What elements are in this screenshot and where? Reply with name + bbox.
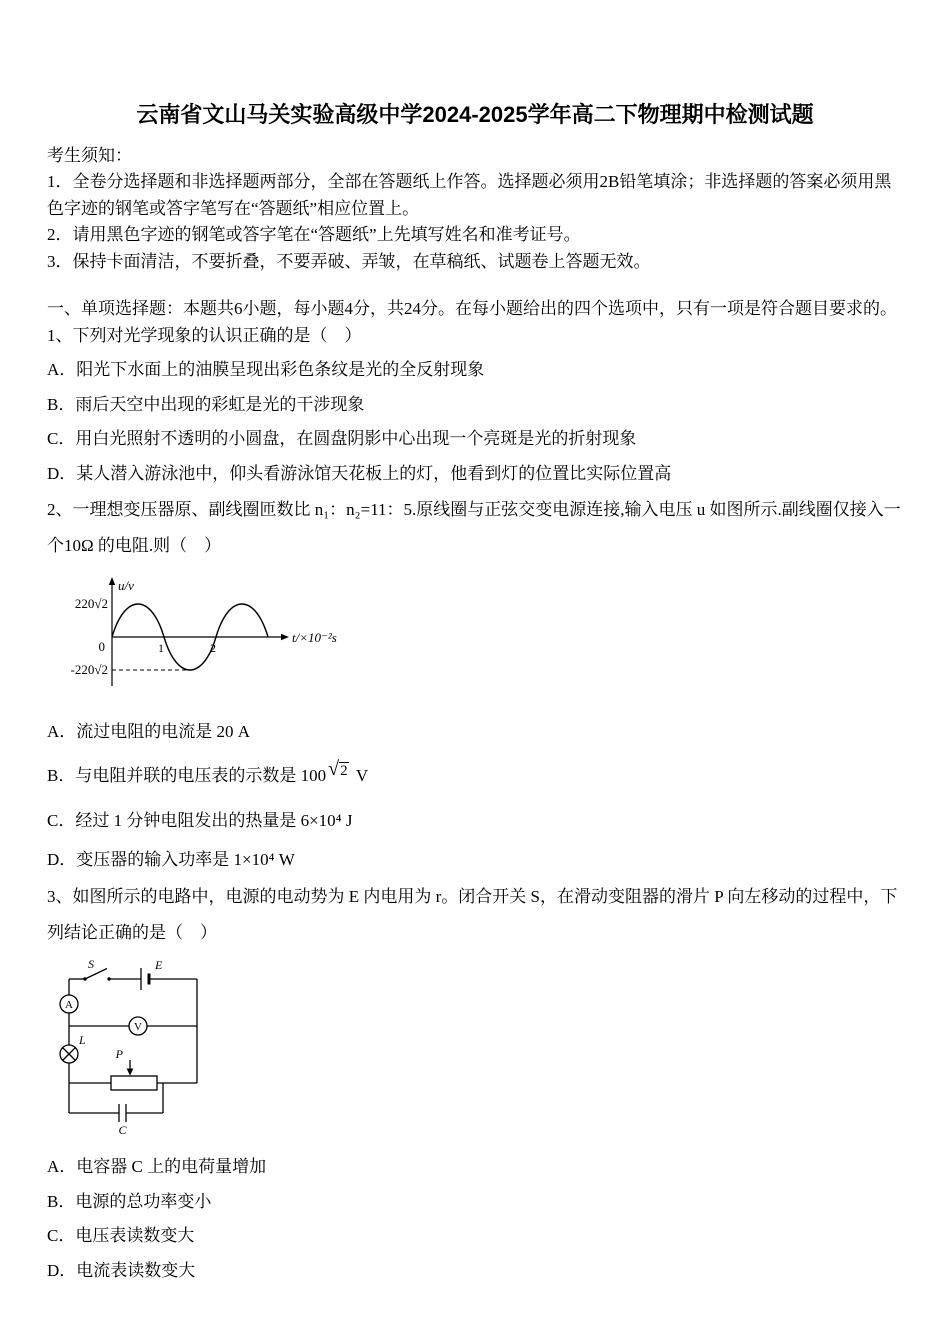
notice-item-2: 2．请用黑色字迹的钢笔或答字笔在“答题纸”上先填写姓名和准考证号。: [47, 225, 581, 245]
section-heading: 一、单项选择题：本题共6小题，每小题4分，共24分。在每小题给出的四个选项中，只有一项是符合题目要求的。: [47, 299, 897, 319]
tick-2-label: 2: [210, 641, 216, 656]
option-b-text-post: V: [355, 765, 369, 785]
tick-1-label: 1: [158, 641, 164, 656]
option-b-text-pre: B．与电阻并联的电压表的示数是 100: [47, 765, 327, 785]
page-title: 云南省文山马关实验高级中学2024-2025学年高二下物理期中检测试题: [136, 102, 814, 127]
voltage-time-graph: [47, 574, 359, 700]
y-axis-label: u/v: [118, 578, 134, 594]
notice-item-3: 3．保持卡面清洁，不要折叠，不要弄破、弄皱，在草稿纸、试题卷上答题无效。: [47, 251, 651, 271]
question-1-option-a: A．阳光下水面上的油膜呈现出彩色条纹是光的全反射现象: [47, 360, 485, 380]
question-2-option-d: D．变压器的输入功率是 1×10⁴ W: [47, 850, 295, 870]
question-3: [47, 879, 903, 1284]
lamp-label: L: [79, 1033, 86, 1048]
question-1-stem: 1、下列对光学现象的认识正确的是（ ）: [47, 325, 362, 345]
question-1-option-c: C．用白光照射不透明的小圆盘，在圆盘阴影中心出现一个亮斑是光的折射现象: [47, 429, 637, 449]
circuit-figure: [53, 957, 903, 1146]
switch-label: S: [88, 957, 94, 972]
question-2-option-c: C．经过 1 分钟电阻发出的热量是 6×10⁴ J: [47, 810, 353, 830]
x-axis-label: t/×10⁻²s: [292, 630, 337, 646]
question-2-stem: 2、一理想变压器原、副线圈匝数比 n₁：n₂=11：5.原线圈与正弦交变电源连接,输入电压 u 如图所示.副线圈仅接入一个10Ω 的电阻.则（ ）: [47, 500, 901, 556]
notice-item-1: 1．全卷分选择题和非选择题两部分，全部在答题纸上作答。选择题必须用2B铅笔填涂；非选择题的答案必须用黑色字迹的钢笔或答字笔写在“答题纸”相应位置上。: [47, 172, 892, 218]
question-3-option-a: A．电容器 C 上的电荷量增加: [47, 1157, 267, 1177]
question-3-stem: 3、如图所示的电路中，电源的电动势为 E 内电用为 r。闭合开关 S，在滑动变阻器的滑片 P 向左移动的过程中，下列结论正确的是（ ）: [47, 886, 898, 942]
question-3-option-c: C．电压表读数变大: [47, 1226, 195, 1246]
sqrt-expression: [328, 750, 348, 789]
switch-contact-dot: [107, 977, 110, 980]
question-1: [47, 323, 903, 488]
question-2-option-a: A．流过电阻的电流是 20 A: [47, 722, 251, 742]
y-axis-arrow-icon: [109, 577, 115, 585]
slider-label: P: [115, 1047, 123, 1062]
amplitude-positive-label: 220√2: [74, 596, 108, 612]
question-2-option-b: [47, 756, 903, 795]
notice-heading: 考生须知：: [47, 145, 132, 165]
voltmeter-label: V: [134, 1021, 142, 1034]
rheostat-symbol: [111, 1076, 157, 1090]
slider-arrow-icon: [127, 1069, 134, 1076]
question-3-option-d: D．电流表读数变大: [47, 1260, 196, 1280]
question-1-option-d: D．某人潜入游泳池中，仰头看游泳馆天花板上的灯，他看到灯的位置比实际位置高: [47, 463, 672, 483]
amplitude-negative-label: -220√2: [70, 662, 108, 678]
question-1-option-b: B．雨后天空中出现的彩虹是光的干涉现象: [47, 394, 365, 414]
circuit-diagram: [53, 957, 215, 1141]
switch-pivot-dot: [83, 977, 86, 980]
axes: [112, 582, 284, 686]
radical-sign-icon: √: [328, 757, 340, 780]
x-axis-arrow-icon: [281, 634, 289, 640]
radicand: 2: [340, 762, 348, 779]
voltage-waveform-figure: [47, 574, 903, 705]
ammeter-label: A: [65, 999, 73, 1012]
question-3-option-b: B．电源的总功率变小: [47, 1191, 212, 1211]
origin-label: 0: [98, 639, 105, 655]
question-2: [47, 492, 903, 874]
capacitor-label: C: [118, 1123, 127, 1138]
battery-label: E: [155, 958, 163, 973]
